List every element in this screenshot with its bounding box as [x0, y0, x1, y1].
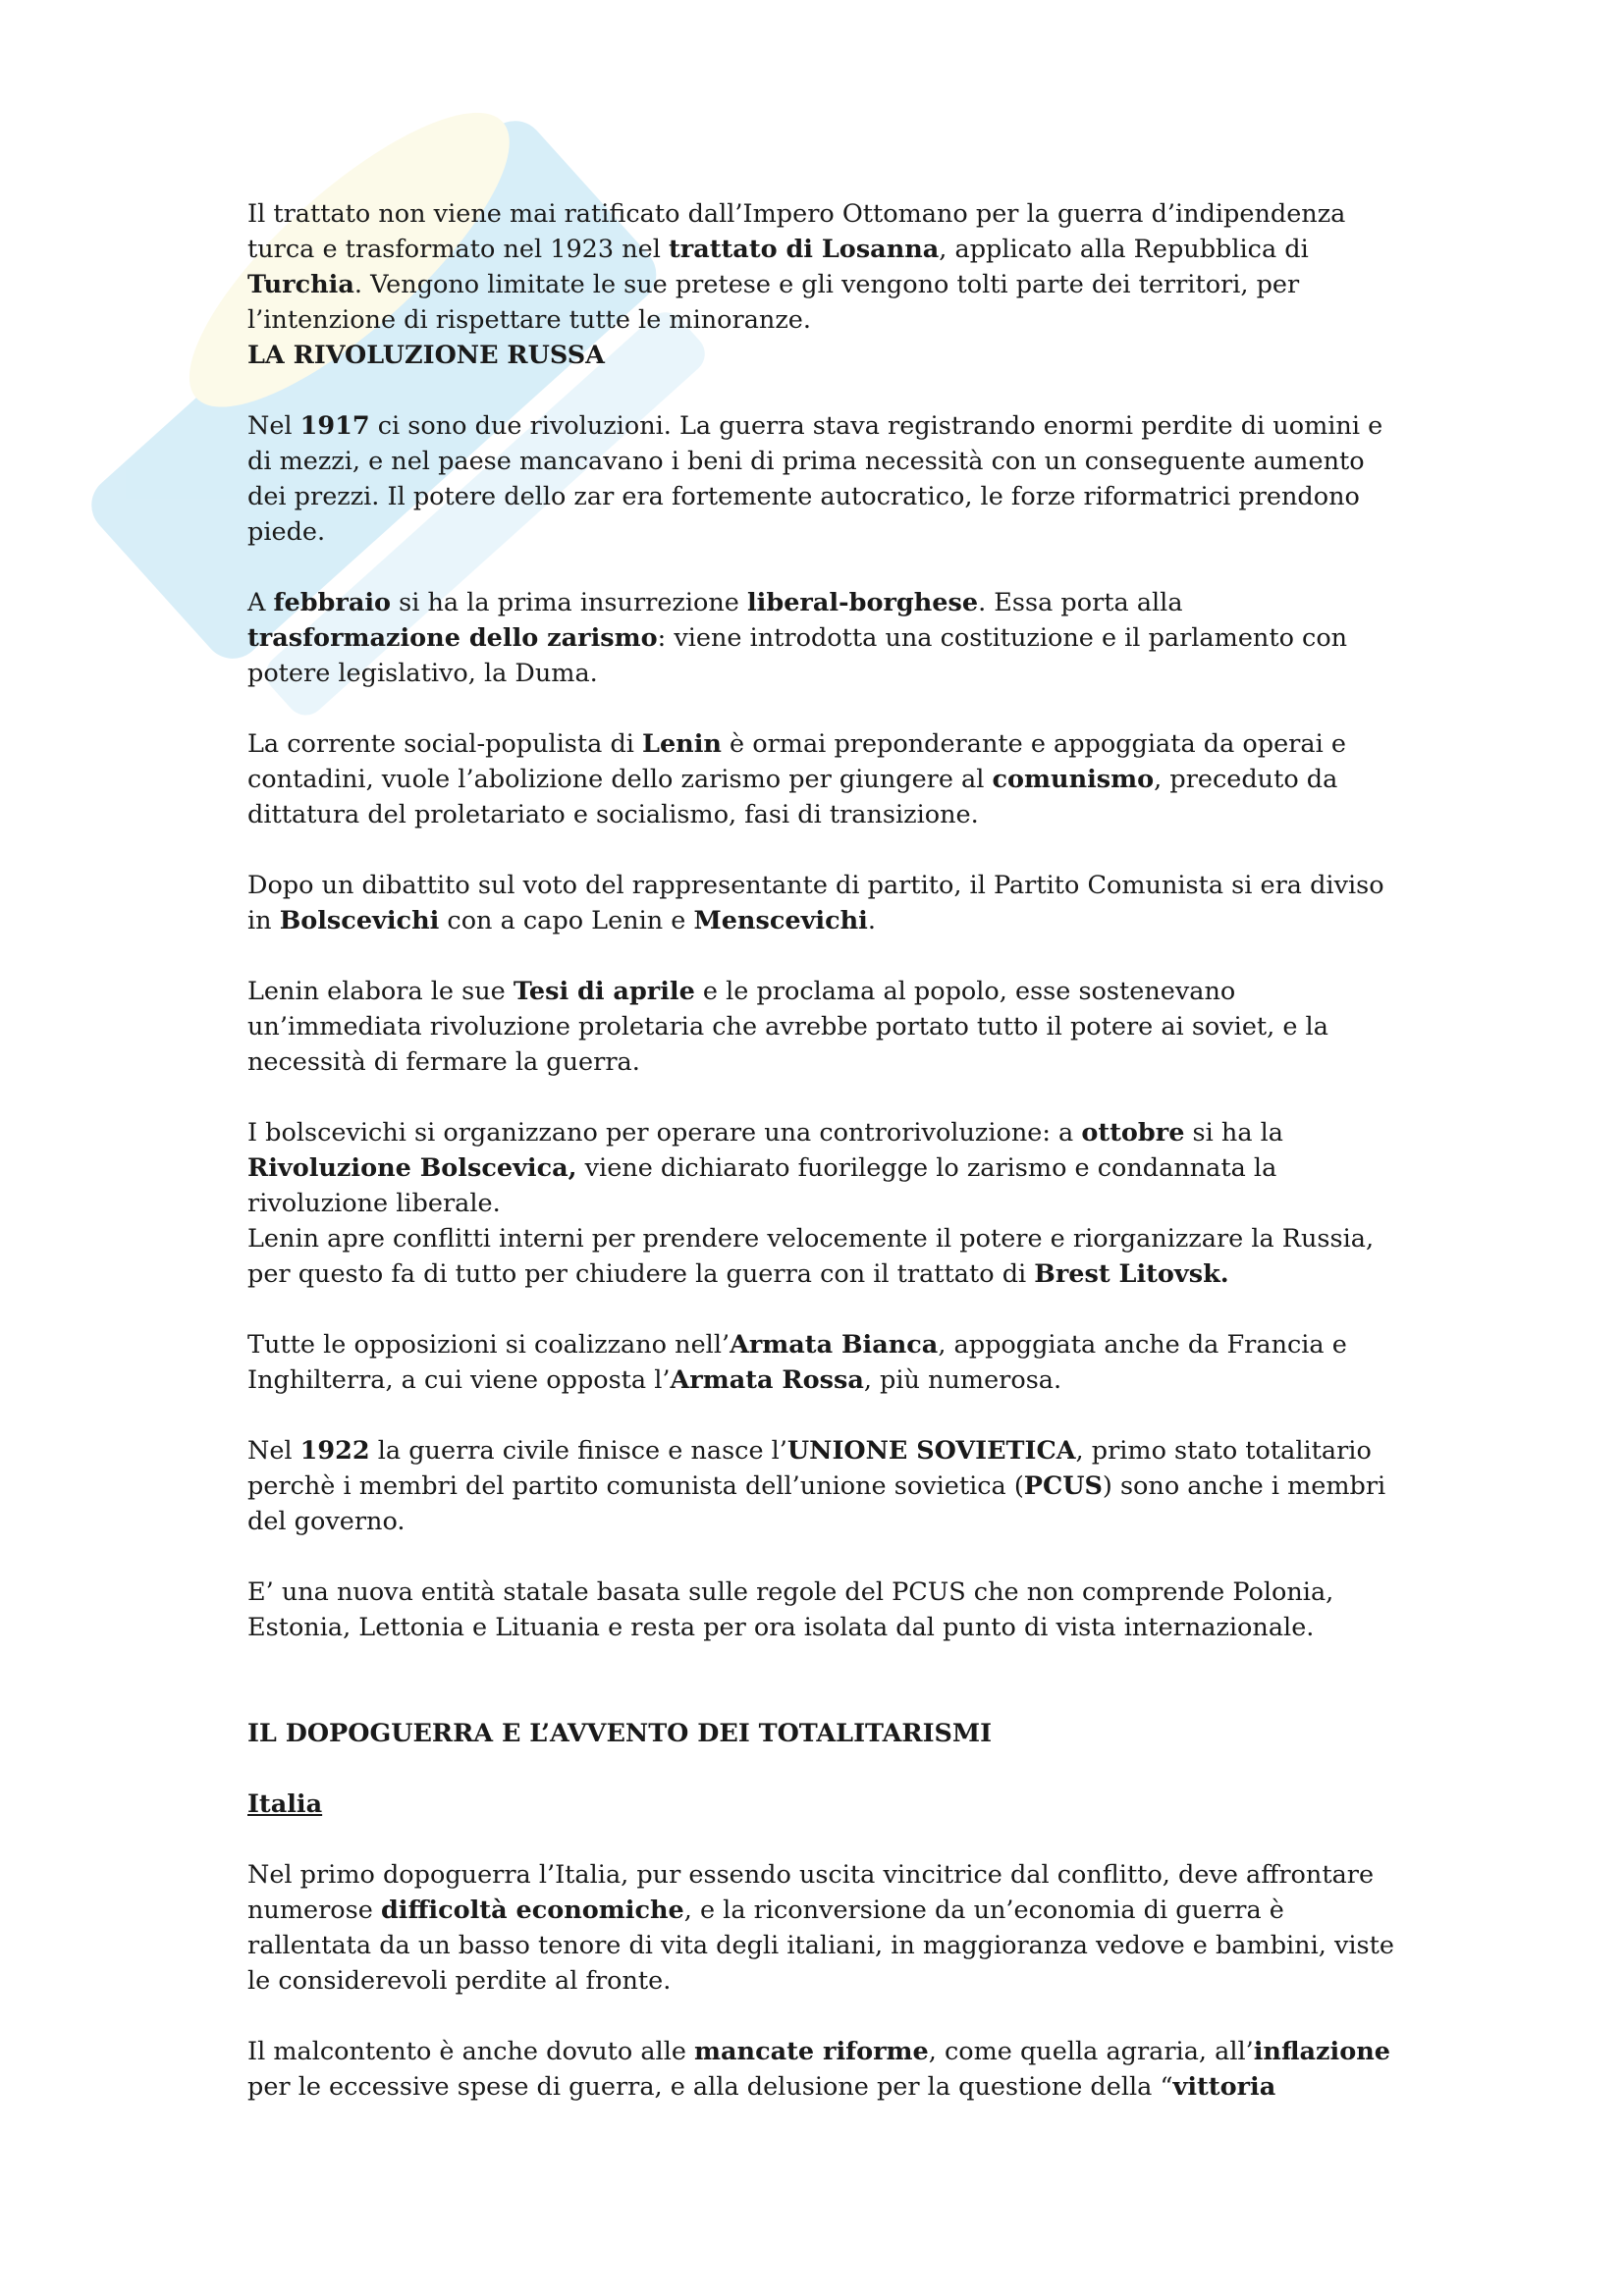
- bold-term: Lenin: [642, 729, 722, 759]
- bold-term: Turchia: [247, 270, 354, 299]
- text-run: , appoggiata anche da Francia e Inghilterra, a cui viene opposta l’: [247, 1330, 1347, 1395]
- bold-term: ottobre: [1081, 1118, 1185, 1148]
- bold-term: Armata Bianca: [730, 1330, 939, 1360]
- text-run: , applicato alla Repubblica di: [939, 235, 1309, 264]
- text-run: la guerra civile finisce e nasce l’: [369, 1436, 787, 1466]
- paragraph-italia-dopoguerra: [247, 1857, 1396, 1999]
- text-run: ci sono due rivoluzioni. La guerra stava registrando enormi perdite di uomini e di mezzi, e nel paese mancavano i beni di prima necessità con un conseguente aumento dei prezzi. Il potere dello zar era fortemente autocratico, le forze riformatrici prendono piede.: [247, 411, 1383, 547]
- paragraph-tesi-aprile: [247, 974, 1396, 1080]
- text-run: , e la riconversione da un’economia di guerra è rallentata da un basso tenore di vita degli italiani, in maggioranza vedove e bambini, viste le considerevoli perdite al fronte.: [247, 1896, 1394, 1996]
- paragraph-1917: [247, 408, 1396, 550]
- text-run: Il malcontento è anche dovuto alle: [247, 2037, 695, 2066]
- text-run: ) sono anche i membri del governo.: [247, 1471, 1386, 1536]
- bold-term: difficoltà economiche: [380, 1896, 684, 1925]
- bold-term: 1922: [299, 1436, 370, 1466]
- text-run: Nel: [247, 1436, 300, 1466]
- bold-term: Menscevichi: [693, 906, 868, 935]
- bold-term: Bolscevichi: [279, 906, 440, 935]
- paragraph-unione-sovietica: [247, 1433, 1396, 1539]
- heading-dopoguerra: IL DOPOGUERRA E L’AVVENTO DEI TOTALITARISMI: [247, 1719, 993, 1748]
- bold-term: 1917: [299, 411, 370, 441]
- bold-term: comunismo: [992, 765, 1155, 794]
- text-run: : viene introdotta una costituzione e il parlamento con potere legislativo, la Duma.: [247, 623, 1348, 688]
- text-run: , come quella agraria, all’: [928, 2037, 1254, 2066]
- bold-term: UNIONE SOVIETICA: [786, 1436, 1076, 1466]
- text-run: viene dichiarato fuorilegge lo zarismo e condannata la rivoluzione liberale.: [247, 1153, 1277, 1218]
- paragraph-febbraio: [247, 585, 1396, 691]
- text-run: La corrente social-populista di: [247, 729, 643, 759]
- bold-term: liberal-borghese: [746, 588, 979, 617]
- document-page: [247, 196, 1396, 2140]
- subheading-italia: Italia: [247, 1789, 323, 1819]
- bold-term: Tesi di aprile: [513, 977, 695, 1006]
- text-run: per le eccessive spese di guerra, e alla delusione per la questione della “: [247, 2072, 1173, 2102]
- text-run: A: [247, 588, 274, 617]
- text-run: si ha la prima insurrezione: [391, 588, 747, 617]
- paragraph-ottobre: [247, 1115, 1396, 1221]
- text-run: con a capo Lenin e: [439, 906, 694, 935]
- text-run: Il trattato non viene mai ratificato dall’Impero Ottomano per la guerra d’indipendenza turca e trasformato nel 1923 nel: [247, 199, 1346, 264]
- paragraph-armate: [247, 1327, 1396, 1398]
- bold-term: trattato di Losanna: [669, 235, 940, 264]
- paragraph-partito-comunista: [247, 868, 1396, 938]
- text-run: Lenin apre conflitti interni per prendere velocemente il potere e riorganizzare la Russia, per questo fa di tutto per chiudere la guerra con il trattato di: [247, 1224, 1375, 1289]
- paragraph-lenin: [247, 726, 1396, 832]
- paragraph-brest-litovsk: [247, 1221, 1396, 1292]
- text-run: , preceduto da dittatura del proletariato e socialismo, fasi di transizione.: [247, 765, 1338, 829]
- text-run: .: [867, 906, 876, 935]
- paragraph-pcus: E’ una nuova entità statale basata sulle regole del PCUS che non comprende Polonia, Estonia, Lettonia e Lituania e resta per ora isolata dal punto di vista internazionale.: [247, 1577, 1334, 1642]
- bold-term: febbraio: [273, 588, 392, 617]
- text-run: si ha la: [1184, 1118, 1283, 1148]
- text-run: Nel primo dopoguerra l’Italia, pur essendo uscita vincitrice dal conflitto, deve affrontare numerose: [247, 1860, 1375, 1925]
- text-run: è ormai preponderante e appoggiata da operai e contadini, vuole l’abolizione dello zarismo per giungere al: [247, 729, 1346, 794]
- bold-term: Armata Rossa: [670, 1365, 864, 1395]
- text-run: Dopo un dibattito sul voto del rappresentante di partito, il Partito Comunista si era diviso in: [247, 871, 1384, 935]
- text-run: . Essa porta alla: [978, 588, 1183, 617]
- bold-term: vittoria: [1172, 2072, 1276, 2102]
- heading-rivoluzione-russa: LA RIVOLUZIONE RUSSA: [247, 341, 605, 370]
- text-run: I bolscevichi si organizzano per operare una controrivoluzione: a: [247, 1118, 1082, 1148]
- bold-term: Brest Litovsk.: [1034, 1259, 1229, 1289]
- text-run: Lenin elabora le sue: [247, 977, 514, 1006]
- bold-term: trasformazione dello zarismo: [247, 623, 658, 653]
- text-run: . Vengono limitate le sue pretese e gli vengono tolti parte dei territori, per l’intenzione di rispettare tutte le minoranze.: [247, 270, 1300, 335]
- paragraph-trattato-losanna: [247, 196, 1396, 338]
- bold-term: inflazione: [1253, 2037, 1390, 2066]
- text-run: Nel: [247, 411, 300, 441]
- bold-term: mancate riforme: [694, 2037, 929, 2066]
- text-run: , primo stato totalitario perchè i membri del partito comunista dell’unione sovietica (: [247, 1436, 1372, 1501]
- bold-term: Rivoluzione Bolscevica,: [247, 1153, 577, 1183]
- text-run: Tutte le opposizioni si coalizzano nell’: [247, 1330, 731, 1360]
- text-run: , più numerosa.: [863, 1365, 1062, 1395]
- text-run: e le proclama al popolo, esse sostenevano un’immediata rivoluzione proletaria che avrebbe portato tutto il potere ai soviet, e la necessità di fermare la guerra.: [247, 977, 1328, 1077]
- paragraph-malcontento: [247, 2034, 1396, 2105]
- bold-term: PCUS: [1023, 1471, 1103, 1501]
